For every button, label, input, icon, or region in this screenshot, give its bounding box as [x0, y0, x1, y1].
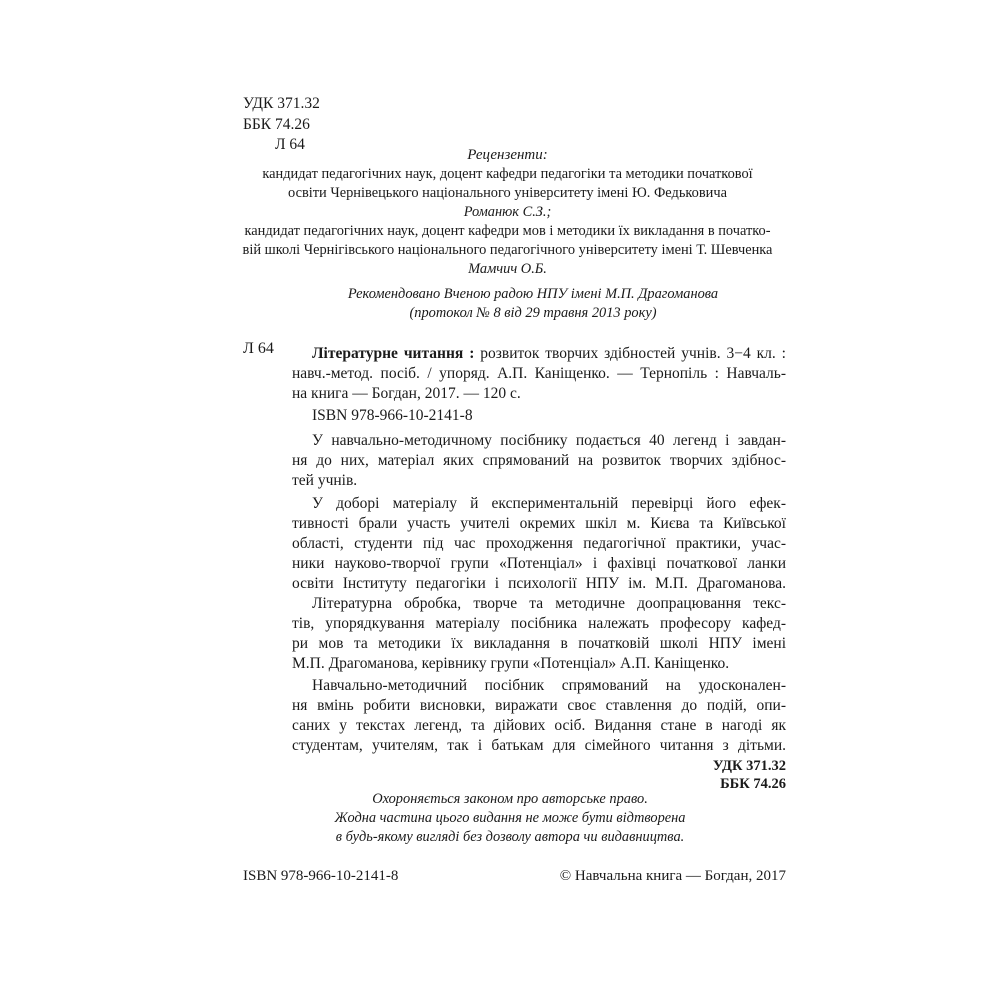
- annotation-p3-line1: Літературна обробка, творче та методичне доопрацювання текс-: [312, 595, 786, 612]
- copyright-notice-line3: в будь-якому вигляді без дозволу автора чи видавництва.: [335, 829, 685, 845]
- bibliography-line2: навч.-метод. посіб. / упоряд. А.П. Каніщенко. — Тернопіль : Навчаль-: [292, 365, 786, 382]
- annotation-p2-line1: У доборі матеріалу й експериментальній перевірці його ефек-: [312, 495, 786, 512]
- annotation-p4-line4: студентам, учителям, так і батькам для сімейного читання з дітьми.: [292, 737, 786, 754]
- copyright-notice-line1: Охороняється законом про авторське право.: [372, 791, 648, 807]
- recommendation-line1: Рекомендовано Вченою радою НПУ імені М.П. Драгоманова: [347, 286, 719, 302]
- footer-isbn: ISBN 978-966-10-2141-8: [243, 868, 399, 884]
- bbk-code: ББК 74.26: [243, 115, 310, 133]
- annotation-p3-line3: ри мов та методики їх викладання в початковій школі НПУ імені: [292, 635, 786, 652]
- bibliography-line3: на книга — Богдан, 2017. — 120 с.: [292, 385, 521, 402]
- reviewers-heading: Рецензенти:: [467, 147, 548, 163]
- bibliography-line1-rest: розвиток творчих здібностей учнів. 3−4 кл. :: [474, 345, 786, 362]
- copyright-notice-line2: Жодна частина цього видання не може бути відтворена: [334, 810, 686, 826]
- reviewer1-line1: кандидат педагогічних наук, доцент кафедри педагогіки та методики початкової: [262, 166, 753, 182]
- footer-copyright: © Навчальна книга — Богдан, 2017: [559, 868, 786, 884]
- annotation-p2-line2: тивності брали участь учителі окремих шкіл м. Києва та Київської: [292, 515, 786, 532]
- reviewer2-line2: вій школі Чернігівського національного педагогічного університету імені Т. Шевченка: [242, 242, 773, 258]
- bibliography-line1: [312, 344, 786, 364]
- annotation-p4-line1: Навчально-методичний посібник спрямований на удосконален-: [312, 677, 786, 694]
- book-title: Літературне читання :: [312, 345, 475, 362]
- reviewer1-line2: освіти Чернівецького національного університету імені Ю. Федьковича: [288, 185, 727, 201]
- annotation-p4-line2: ня вмінь робити висновки, виражати своє ставлення до подій, опи-: [292, 697, 786, 714]
- annotation-p1-line2: ня до них, матеріал яких спрямований на розвиток творчих здібнос-: [292, 452, 786, 469]
- reviewer1-name: Романюк С.З.;: [463, 204, 552, 220]
- annotation-p2-line5: освіти Інституту педагогіки і психології НПУ ім. М.П. Драгоманова.: [292, 575, 786, 592]
- reviewer2-name: Мамчич О.Б.: [468, 261, 547, 277]
- annotation-p2-line3: області, студенти під час проходження педагогічної практики, учас-: [292, 535, 786, 552]
- reviewer2-line1: кандидат педагогічних наук, доцент кафедри мов і методики їх викладання в початко-: [244, 223, 771, 239]
- annotation-p3-line2: тів, упорядкування матеріалу посібника належать професору кафед-: [292, 615, 786, 632]
- annotation-p3-line4: М.П. Драгоманова, керівнику групи «Потенціал» А.П. Каніщенко.: [292, 655, 730, 672]
- bibliography-code: Л 64: [243, 340, 274, 357]
- bibliography-isbn: ISBN 978-966-10-2141-8: [312, 407, 473, 424]
- udk-code-right: УДК 371.32: [712, 758, 786, 774]
- bbk-code-right: ББК 74.26: [720, 776, 786, 792]
- annotation-p4-line3: саних у текстах легенд, та дійових осіб. Видання стане в нагоді як: [292, 717, 786, 734]
- author-mark: Л 64: [275, 136, 305, 153]
- annotation-p2-line4: ники науково-творчої групи «Потенціал» і фахівці початкової ланки: [292, 555, 786, 572]
- annotation-p1-line3: тей учнів.: [292, 472, 358, 489]
- udk-code: УДК 371.32: [243, 95, 320, 112]
- recommendation-line2: (протокол № 8 від 29 травня 2013 року): [409, 305, 657, 321]
- annotation-p1-line1: У навчально-методичному посібнику подається 40 легенд і завдан-: [312, 432, 786, 449]
